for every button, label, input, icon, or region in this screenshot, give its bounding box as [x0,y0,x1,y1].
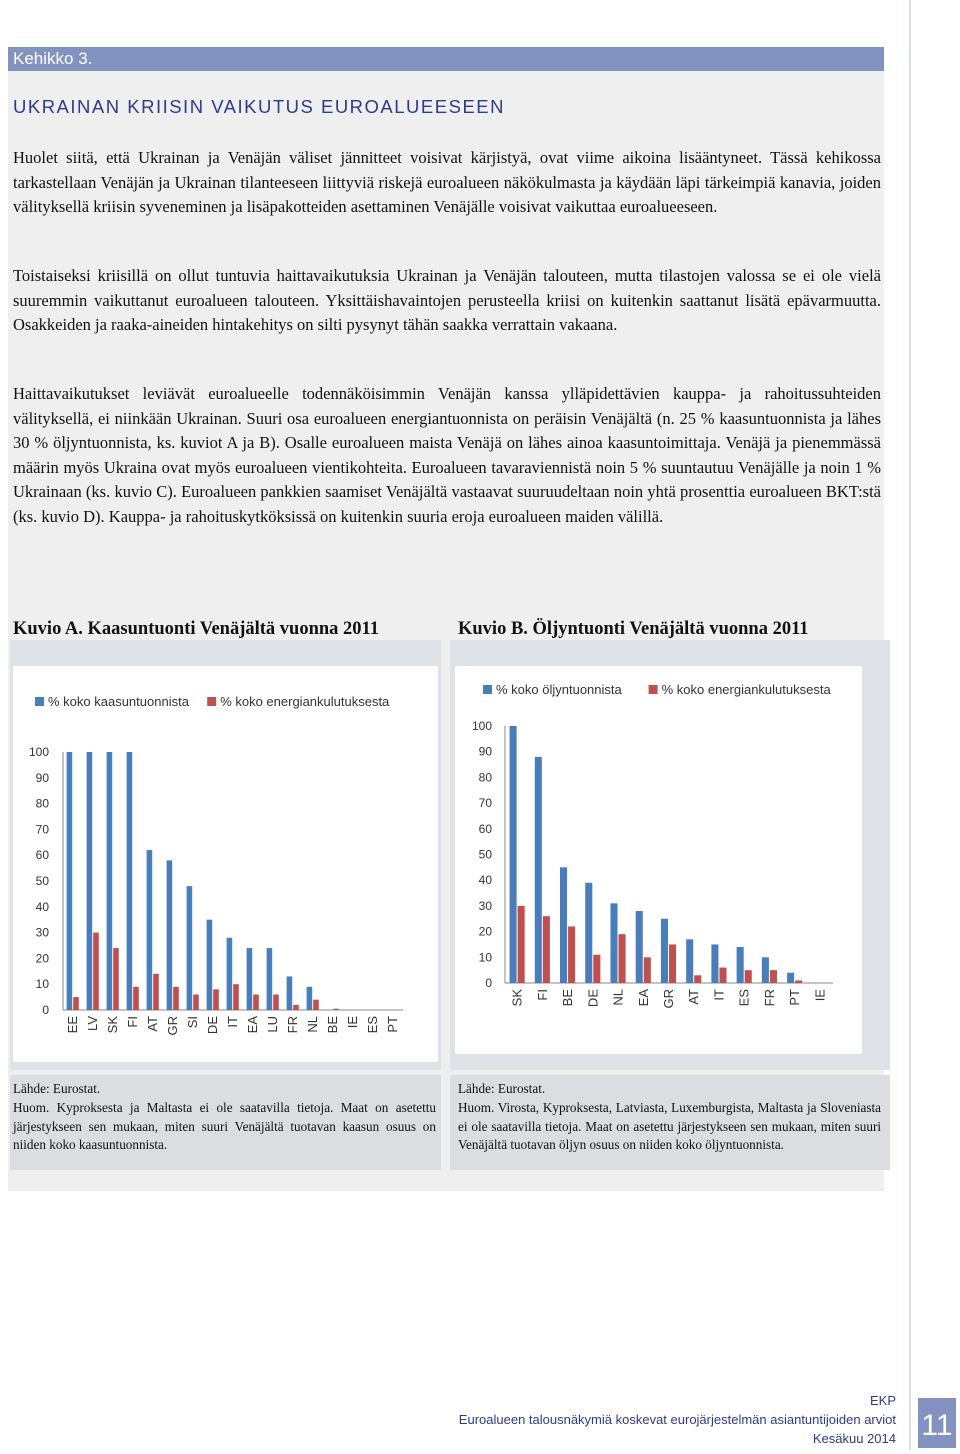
chart-a-ytick-0: 0 [42,1003,49,1017]
chart-b-legend-label-0: % koko öljyntuonnista [496,682,622,697]
figure-a-chart [13,666,438,1062]
chart-a-xtick-LV: LV [85,1016,100,1031]
chart-b-xtick-PT: PT [787,989,803,1006]
chart-b-bar-GR-0 [661,919,668,983]
chart-a-xtick-AT: AT [145,1016,160,1032]
chart-b-bar-IT-0 [711,944,718,983]
chart-a-ytick-20: 20 [35,951,49,966]
chart-b-xtick-GR: GR [661,989,676,1009]
chart-b-bar-FR-1 [770,970,777,983]
chart-a-xtick-EE: EE [65,1016,80,1034]
chart-a-bar-FR-0 [287,976,293,1010]
chart-a-bar-EA-1 [253,995,259,1010]
chart-b-bar-BE-0 [560,867,567,983]
chart-a-bar-AT-1 [153,974,159,1010]
chart-b-xtick-DE: DE [585,989,601,1008]
chart-b-ytick-90: 90 [478,744,492,759]
chart-a-bar-SK-1 [113,948,119,1010]
figure-a-note: Huom. Kyproksesta ja Maltasta ei ole saatavilla tietoja. Maat on asetettu järjestykseen sen mukaan, miten suuri Venäjältä tuotavan kaasun osuus on niiden koko kaasuntuonnista. [13,1100,436,1153]
chart-b-ytick-50: 50 [478,847,492,862]
chart-b-bar-FI-0 [535,757,542,983]
chart-b-ytick-30: 30 [478,898,492,913]
chart-b-ytick-0: 0 [485,976,492,990]
chart-a-ytick-70: 70 [35,822,49,837]
chart-a-bar-DE-0 [207,920,213,1010]
chart-a-legend-label-1: % koko energiankulutuksesta [220,694,390,709]
chart-b-bar-FR-0 [762,957,769,983]
chart-a-bar-EE-1 [73,997,79,1010]
chart-a-ytick-80: 80 [35,796,49,811]
chart-b-xtick-ES: ES [736,989,752,1007]
chart-a-xtick-DE: DE [205,1016,220,1035]
chart-a-bar-NL-0 [307,987,313,1010]
chart-a-xtick-BE: BE [325,1016,340,1034]
chart-b-xtick-SK: SK [509,989,525,1007]
chart-a-xtick-FR: FR [285,1016,300,1034]
chart-b-xtick-FI: FI [534,989,550,1001]
figure-b-panel [450,640,890,1070]
chart-b-bar-EA-0 [636,911,643,983]
chart-b-legend-swatch-0 [483,685,492,694]
chart-b-bar-ES-1 [745,970,752,983]
chart-b-xtick-AT: AT [686,989,702,1005]
figure-a-panel [10,640,441,1070]
oil-import-chart [455,666,862,1054]
chart-a-bar-LV-0 [87,752,93,1010]
footer-date: Kesäkuu 2014 [812,1431,896,1446]
chart-a-bar-GR-1 [173,987,179,1010]
chart-a-bar-FI-0 [127,752,133,1010]
chart-a-legend-label-0: % koko kaasuntuonnista [48,694,189,709]
page-number: 11 [918,1398,956,1448]
chart-a-xtick-IE: IE [345,1016,360,1029]
chart-b-xtick-EA: EA [635,989,651,1007]
chart-a-xtick-SI: SI [185,1016,200,1029]
chart-b-bar-SK-0 [510,726,517,983]
chart-a-xtick-FI: FI [125,1016,140,1028]
chart-a-ytick-50: 50 [35,874,49,888]
chart-a-bar-EE-0 [67,752,73,1010]
box-title: UKRAINAN KRIISIN VAIKUTUS EUROALUEESEEN [13,96,505,117]
chart-b-ytick-80: 80 [478,770,492,785]
chart-b-xtick-BE: BE [560,989,576,1007]
chart-b-bar-IT-1 [719,968,726,983]
chart-b-xtick-FR: FR [761,989,777,1007]
chart-b-legend-label-1: % koko energiankulutuksesta [661,682,831,697]
chart-a-legend-swatch-0 [35,697,44,706]
figure-b-title: Kuvio B. Öljyntuonti Venäjältä vuonna 2011 [458,619,809,639]
footer-description: Euroalueen talousnäkymiä koskevat eurojärjestelmän asiantuntijoiden arviot [458,1412,896,1427]
chart-b-xtick-IT: IT [711,989,727,1001]
chart-b-ytick-10: 10 [478,950,492,965]
figure-b-source: Lähde: Eurostat. [458,1081,546,1096]
chart-a-ytick-60: 60 [35,848,49,863]
chart-a-bar-GR-0 [167,860,173,1010]
chart-a-xtick-IT: IT [225,1016,240,1028]
chart-a-bar-SI-0 [187,886,193,1010]
paragraph-intro: Huolet siitä, että Ukrainan ja Venäjän väliset jännitteet voisivat kärjistyä, ovat viime aikoina lisääntyneet. Tässä kehikossa tarkastellaan Venäjän ja Ukrainan tilanteeseen liittyviä riskejä euroalueen näkökulmasta ja käydään läpi tärkeimpiä kanavia, joiden välityksellä kriisin syveneminen ja lisäpakotteiden asettaminen Venäjälle voisivat vaikuttaa euroalueeseen. [13,148,881,216]
chart-a-bar-EA-0 [247,948,253,1010]
chart-a-xtick-EA: EA [245,1016,260,1034]
box-label: Kehikko 3. [8,47,884,71]
chart-a-bar-LU-0 [267,948,273,1010]
chart-b-ytick-20: 20 [478,924,492,939]
chart-a-bar-IT-0 [227,938,233,1010]
chart-b-bar-SK-1 [518,906,525,983]
chart-b-bar-FI-1 [543,916,550,983]
chart-a-bar-DE-1 [213,989,219,1010]
chart-a-ytick-30: 30 [35,925,49,940]
chart-a-bar-BE-1 [333,1009,339,1010]
chart-a-bar-LU-1 [273,995,279,1010]
chart-a-ytick-40: 40 [35,899,49,914]
gas-import-chart [13,666,438,1062]
chart-a-xtick-NL: NL [305,1016,320,1033]
chart-b-legend-swatch-1 [649,685,658,694]
chart-a-bar-SI-1 [193,995,199,1010]
chart-a-bar-IT-1 [233,984,239,1010]
chart-b-bar-DE-0 [585,883,592,983]
figure-b-note: Huom. Virosta, Kyproksesta, Latviasta, Luxemburgista, Maltasta ja Sloveniasta ei ole saatavilla tietoja. Maat on asetettu järjestykseen sen mukaan, miten suuri Venäjältä tuotavan öljyn osuus on niiden koko öljyntuonnista. [458,1100,881,1153]
chart-a-bar-LV-1 [93,933,99,1010]
chart-a-bar-FR-1 [293,1005,299,1010]
chart-b-ytick-60: 60 [478,821,492,836]
chart-b-ytick-70: 70 [478,796,492,811]
figure-a-notes-panel [10,1075,441,1170]
chart-b-xtick-IE: IE [812,989,828,1002]
chart-a-xtick-PT: PT [385,1016,400,1033]
page-margin-line [909,0,911,1450]
chart-b-bar-BE-1 [568,926,575,983]
chart-a-ytick-90: 90 [35,770,49,785]
chart-a-bar-SK-0 [107,752,113,1010]
chart-b-bar-AT-1 [694,975,701,983]
chart-a-xtick-LU: LU [265,1016,280,1033]
chart-b-bar-EA-1 [644,957,651,983]
chart-a-bar-AT-0 [147,850,153,1010]
chart-b-bar-ES-0 [737,947,744,983]
chart-a-bar-NL-1 [313,1000,319,1010]
figure-b-notes-panel [450,1075,890,1170]
chart-a-ytick-10: 10 [35,977,49,992]
figure-a-source: Lähde: Eurostat. [13,1081,101,1096]
paragraph-impact: Toistaiseksi kriisillä on ollut tuntuvia haittavaikutuksia Ukrainan ja Venäjän talouteen, mutta tilastojen valossa se ei ole vielä suuremmin vaikuttanut euroalueen talouteen. Yksittäishavaintojen perusteella kriisi on kuitenkin saattanut lisätä epävarmuutta. Osakkeiden ja raaka-aineiden hintakehitys on silti pysynyt tähän saakka verrattain vakaana. [13,266,881,334]
chart-b-bar-DE-1 [593,955,600,983]
chart-b-bar-NL-1 [619,934,626,983]
chart-b-bar-GR-1 [669,944,676,983]
figure-a-title: Kuvio A. Kaasuntuonti Venäjältä vuonna 2011 [13,619,379,639]
chart-b-xtick-NL: NL [610,989,626,1006]
chart-b-bar-NL-0 [610,903,617,983]
figure-b-chart [455,666,862,1054]
chart-b-bar-PT-1 [795,980,802,983]
chart-b-bar-AT-0 [686,939,693,983]
chart-a-xtick-GR: GR [165,1016,180,1036]
chart-b-bar-PT-0 [787,973,794,983]
chart-b-ytick-40: 40 [478,873,492,888]
chart-a-bar-FI-1 [133,987,139,1010]
chart-a-xtick-ES: ES [365,1016,380,1034]
chart-a-xtick-SK: SK [105,1016,120,1034]
footer-org: EKP [869,1393,896,1408]
chart-a-legend-swatch-1 [207,697,216,706]
paragraph-channels: Haittavaikutukset leviävät euroalueelle todennäköisimmin Venäjän kanssa ylläpidettävien kauppa- ja rahoitussuhteiden välityksellä, ei niinkään Ukrainan. Suuri osa euroalueen energiantuonnista on peräisin Venäjältä (n. 25 % kaasuntuonnista ja lähes 30 % öljyntuonnista, ks. kuviot A ja B). Osalle euroalueen maista Venäjä on lähes ainoa kaasuntoimittaja. Venäjä ja pienemmässä määrin myös Ukraina ovat myös euroalueen vientikohteita. Euroalueen tavaraviennistä noin 5 % suuntautuu Venäjälle ja noin 1 % Ukrainaan (ks. kuvio C). Euroalueen pankkien saamiset Venäjältä vastaavat suuruudeltaan noin yhtä prosenttia euroalueen BKT:stä (ks. kuvio D). Kauppa- ja rahoituskytköksissä on kuitenkin suuria eroja euroalueen maiden välillä. [13,384,881,526]
chart-b-ytick-100: 100 [471,719,492,733]
chart-a-ytick-100: 100 [28,745,49,759]
